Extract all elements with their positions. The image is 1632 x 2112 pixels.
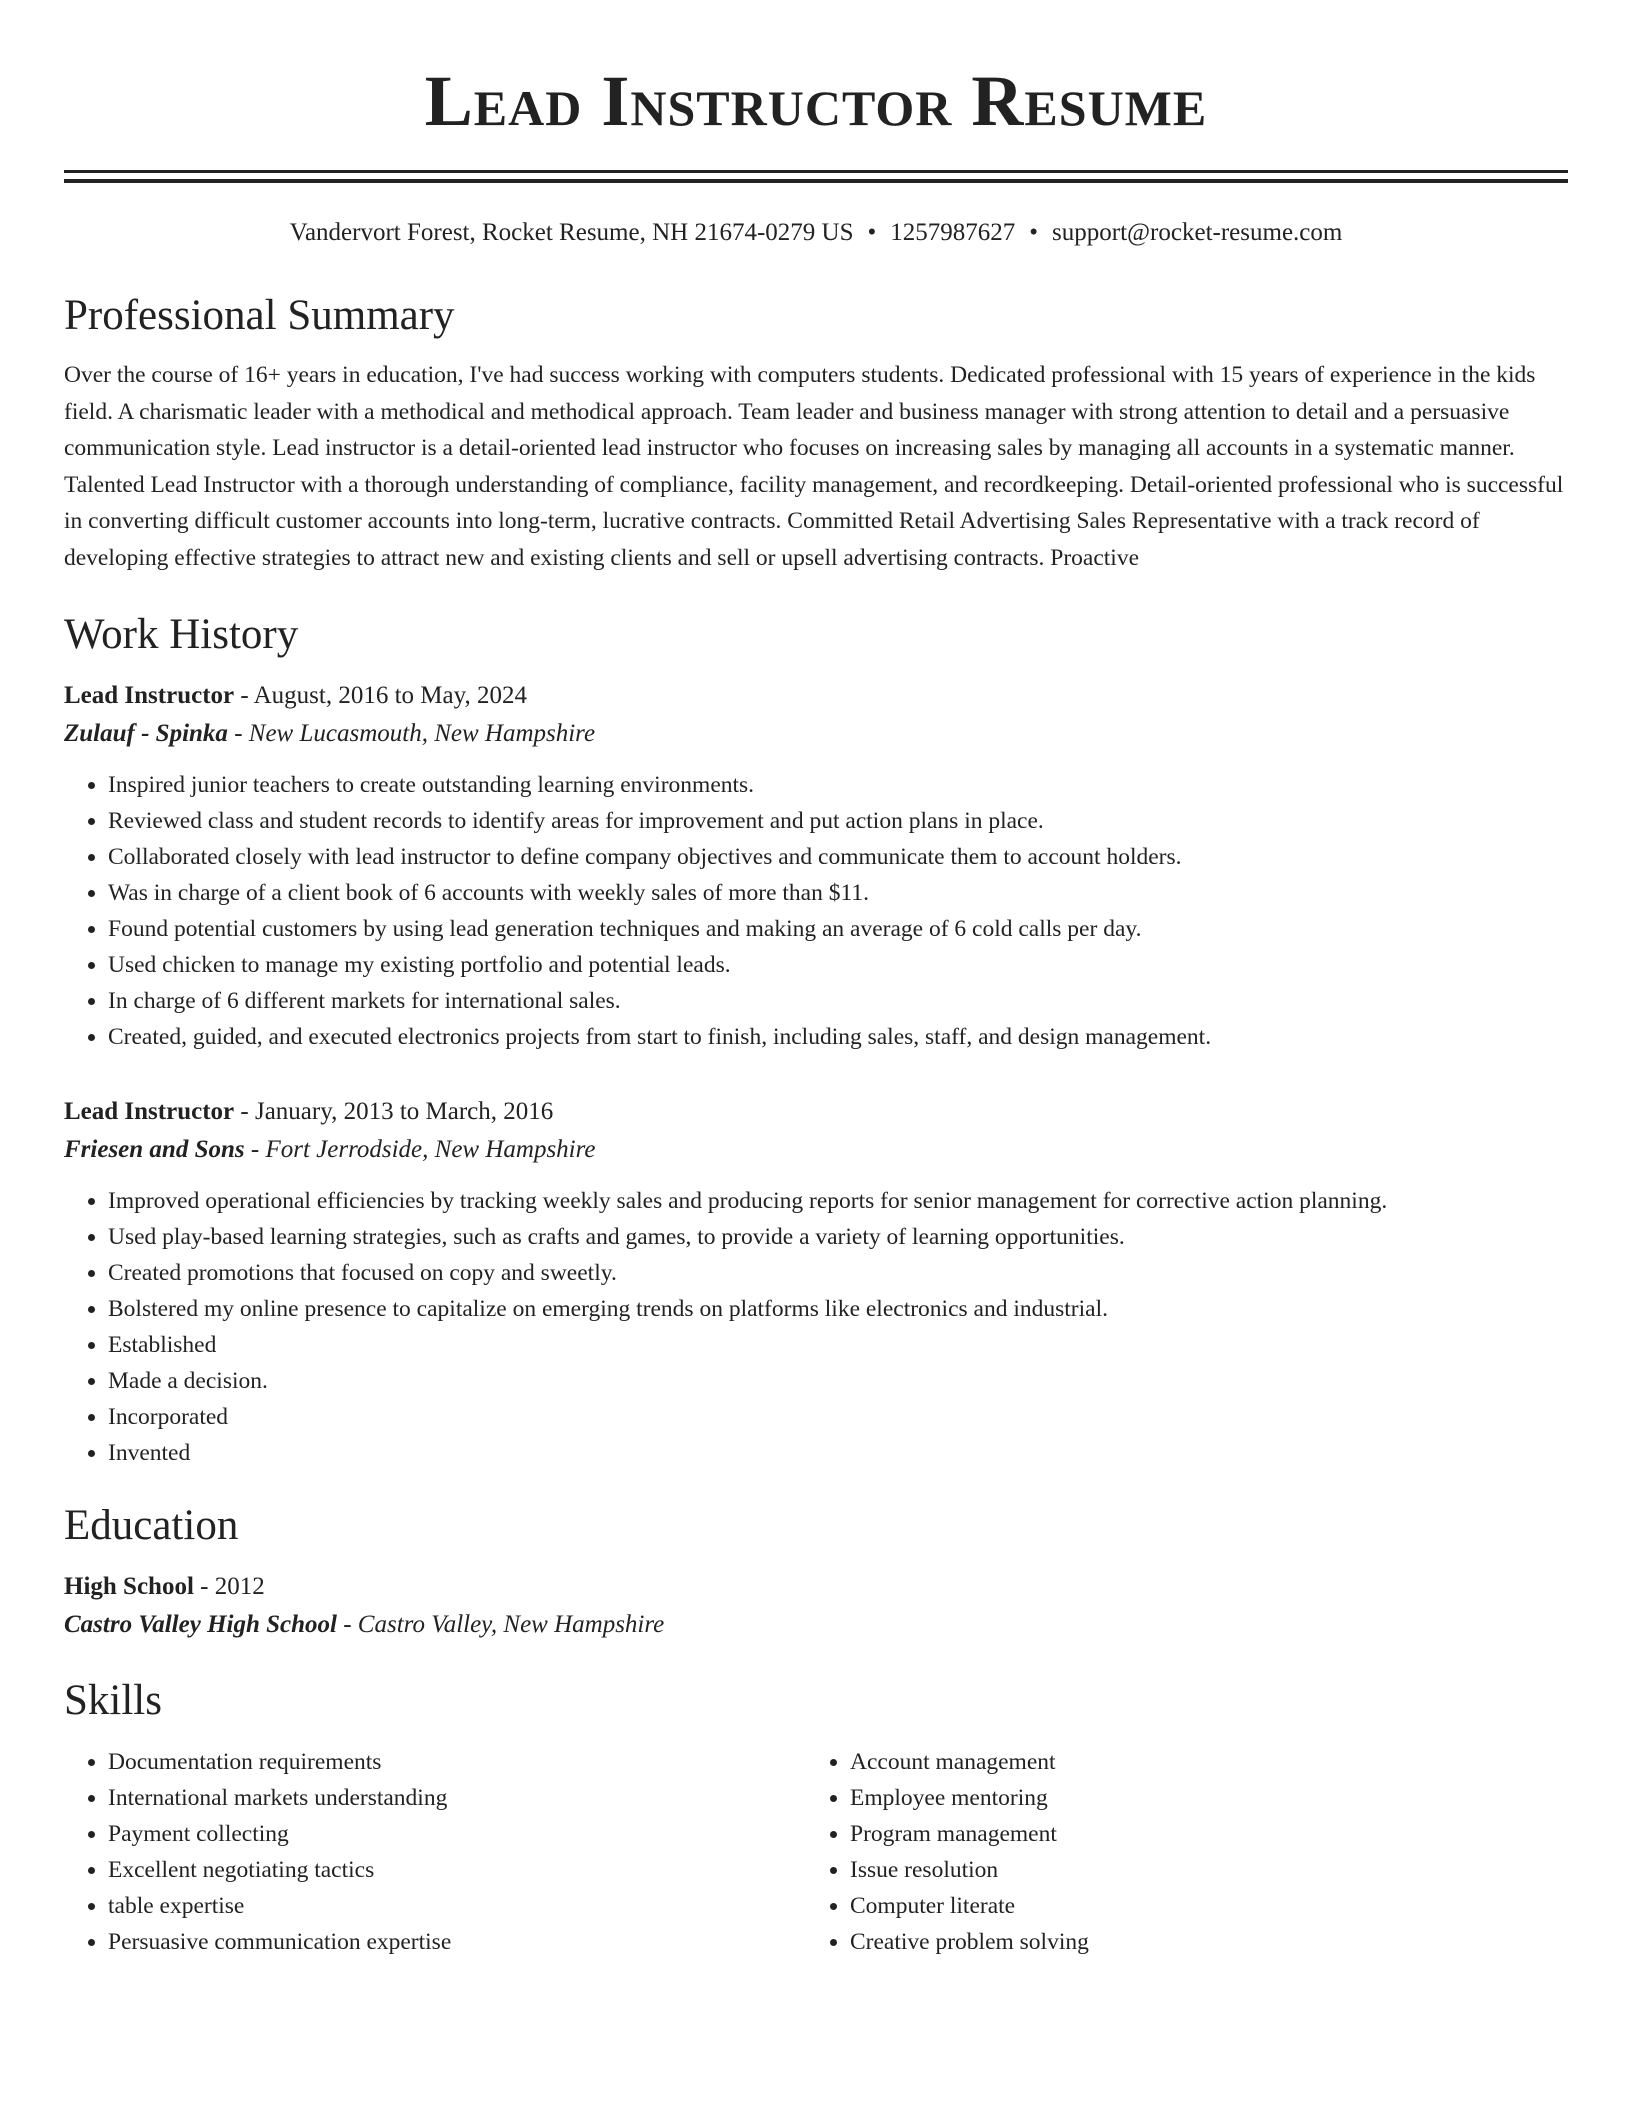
school-name: Castro Valley High School: [64, 1611, 337, 1638]
job-title-line: [64, 677, 1568, 715]
skill-item: • Computer literate: [850, 1888, 1548, 1924]
contact-line: [64, 217, 1568, 249]
school-line: [64, 1606, 1568, 1644]
skills-column-right: [806, 1744, 1548, 1960]
section-heading: Work History: [64, 611, 299, 658]
list-item: • Established: [108, 1327, 1568, 1363]
list-item: • Improved operational efficiencies by tracking weekly sales and producing reports for senior management for corrective action planning.: [108, 1183, 1568, 1219]
job-bullets: [64, 767, 1568, 1055]
job-entry: [64, 677, 1568, 1055]
contact-separator: •: [867, 219, 877, 246]
job-title: Lead Instructor: [64, 682, 235, 709]
contact-separator: •: [1029, 219, 1039, 246]
job-title-line: [64, 1093, 1568, 1131]
company-line: [64, 715, 1568, 753]
summary-text: Over the course of 16+ years in education, I've had success working with computers students. Dedicated professional with 15 years of experience in the kids field. A charismatic leader with a methodical and methodical approach. Team leader and business manager with strong attention to detail and a persuasive communication style. Lead instructor is a detail-oriented lead instructor who focuses on increasing sales by managing all accounts in a systematic manner. Talented Lead Instructor with a thorough understanding of compliance, facility management, and recordkeeping. Detail-oriented professional who is successful in converting difficult customer accounts into long-term, lucrative contracts. Committed Retail Advertising Sales Representative with a track record of developing effective strategies to attract new and existing clients and sell or upsell advertising contracts. Proactive: [64, 362, 1564, 571]
list-item: • Created, guided, and executed electronics projects from start to finish, including sales, staff, and design management.: [108, 1019, 1568, 1055]
job-entry: [64, 1093, 1568, 1471]
job-bullets: [64, 1183, 1568, 1471]
skill-item: • Creative problem solving: [850, 1924, 1548, 1960]
graduation-year: - 2012: [193, 1573, 265, 1600]
education-entry: [64, 1568, 1568, 1644]
list-item: • Found potential customers by using lead generation techniques and making an average of 6 cold calls per day.: [108, 911, 1568, 947]
list-item: • Incorporated: [108, 1399, 1568, 1435]
degree-line: [64, 1568, 1568, 1606]
skill-item: • Persuasive communication expertise: [108, 1924, 806, 1960]
list-item: • Inspired junior teachers to create outstanding learning environments.: [108, 767, 1568, 803]
skill-item: • Account management: [850, 1744, 1548, 1780]
section-skills: [64, 1676, 1568, 1960]
job-title: Lead Instructor: [64, 1098, 235, 1125]
list-item: • Reviewed class and student records to identify areas for improvement and put action plans in place.: [108, 803, 1568, 839]
list-item: • Used play-based learning strategies, such as crafts and games, to provide a variety of learning opportunities.: [108, 1219, 1568, 1255]
list-item: • Invented: [108, 1435, 1568, 1471]
skills-grid: [64, 1744, 1568, 1960]
section-professional-summary: [64, 291, 1568, 576]
skill-item: • Documentation requirements: [108, 1744, 806, 1780]
list-item: • Created promotions that focused on copy and sweetly.: [108, 1255, 1568, 1291]
company-name: Zulauf - Spinka: [64, 720, 228, 747]
section-heading: Professional Summary: [64, 292, 455, 339]
company-line: [64, 1131, 1568, 1169]
contact-email: support@rocket-resume.com: [1052, 219, 1343, 246]
skill-item: • table expertise: [108, 1888, 806, 1924]
title-divider: [64, 170, 1568, 183]
school-location: - Castro Valley, New Hampshire: [336, 1611, 665, 1638]
job-dates: - January, 2013 to March, 2016: [234, 1098, 554, 1125]
list-item: • Collaborated closely with lead instructor to define company objectives and communicate them to account holders.: [108, 839, 1568, 875]
skill-item: • Excellent negotiating tactics: [108, 1852, 806, 1888]
skill-item: • Employee mentoring: [850, 1780, 1548, 1816]
section-education: [64, 1501, 1568, 1644]
list-item: • Used chicken to manage my existing portfolio and potential leads.: [108, 947, 1568, 983]
skill-item: • Program management: [850, 1816, 1548, 1852]
list-item: • Made a decision.: [108, 1363, 1568, 1399]
resume-title: Lead Instructor Resume: [424, 61, 1208, 141]
contact-address: Vandervort Forest, Rocket Resume, NH 21674-0279 US: [289, 219, 854, 246]
list-item: • In charge of 6 different markets for international sales.: [108, 983, 1568, 1019]
section-work-history: [64, 610, 1568, 1471]
degree: High School: [64, 1573, 194, 1600]
section-heading: Skills: [64, 1677, 162, 1724]
skills-column-left: [64, 1744, 806, 1960]
company-location: - New Lucasmouth, New Hampshire: [227, 720, 596, 747]
company-location: - Fort Jerrodside, New Hampshire: [244, 1136, 596, 1163]
skill-item: • Payment collecting: [108, 1816, 806, 1852]
job-dates: - August, 2016 to May, 2024: [234, 682, 527, 709]
section-heading: Education: [64, 1502, 239, 1549]
list-item: • Bolstered my online presence to capitalize on emerging trends on platforms like electronics and industrial.: [108, 1291, 1568, 1327]
list-item: • Was in charge of a client book of 6 accounts with weekly sales of more than $11.: [108, 875, 1568, 911]
skill-item: • Issue resolution: [850, 1852, 1548, 1888]
skill-item: • International markets understanding: [108, 1780, 806, 1816]
contact-phone: 1257987627: [890, 219, 1016, 246]
company-name: Friesen and Sons: [64, 1136, 245, 1163]
